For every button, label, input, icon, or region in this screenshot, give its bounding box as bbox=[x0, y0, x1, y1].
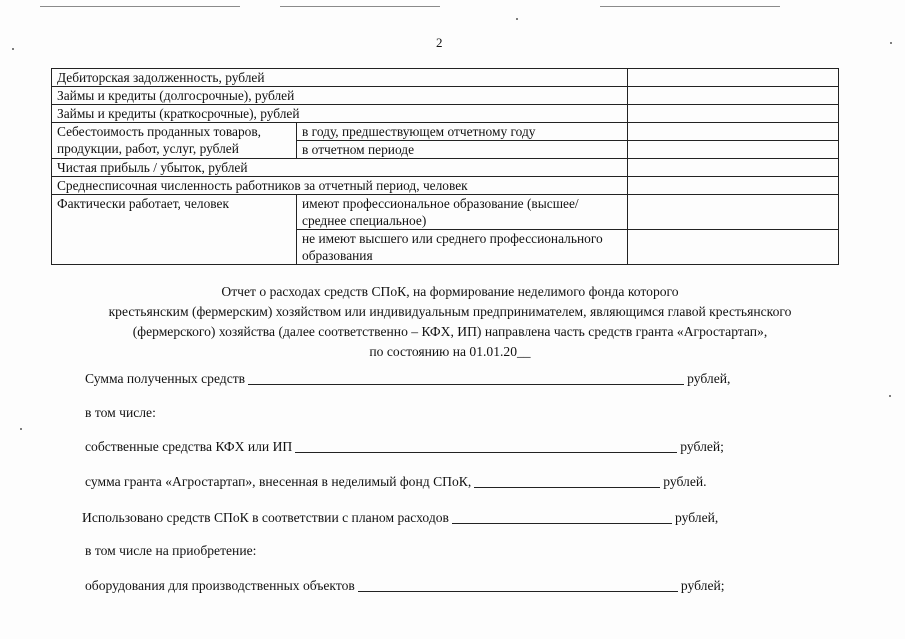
value-cell bbox=[628, 177, 839, 195]
scan-edge-line bbox=[280, 6, 440, 7]
equipment-field[interactable] bbox=[358, 577, 678, 592]
row-label: Чистая прибыль / убыток, рублей bbox=[52, 159, 628, 177]
sub-label: в году, предшествующем отчетному году bbox=[297, 123, 628, 141]
grant-field[interactable] bbox=[474, 473, 660, 488]
scan-speck bbox=[889, 395, 891, 397]
group-label: Себестоимость проданных товаров, продукции, работ, услуг, рублей bbox=[52, 123, 297, 159]
table-row bbox=[52, 177, 839, 195]
group-label: Фактически работает, человек bbox=[52, 195, 297, 265]
equipment-unit: рублей; bbox=[680, 578, 725, 593]
title-line: по состоянию на 01.01.20__ bbox=[369, 344, 531, 359]
financial-table bbox=[51, 68, 839, 265]
used-field[interactable] bbox=[452, 509, 672, 524]
grant-line bbox=[85, 473, 707, 490]
sub-label: имеют профессиональное образование (высшее/среднее специальное) bbox=[297, 195, 628, 230]
scan-speck bbox=[12, 48, 14, 50]
row-label: Среднесписочная численность работников за отчетный период, человек bbox=[52, 177, 628, 195]
scan-speck bbox=[20, 428, 22, 430]
received-field[interactable] bbox=[248, 370, 684, 385]
table-row bbox=[52, 159, 839, 177]
purchase-label: в том числе на приобретение: bbox=[85, 543, 257, 558]
value-cell bbox=[628, 159, 839, 177]
scan-edge-line bbox=[600, 6, 780, 7]
value-cell bbox=[628, 230, 839, 265]
scan-edge-line bbox=[40, 6, 240, 7]
own-funds-label: собственные средства КФХ или ИП bbox=[85, 439, 293, 454]
equipment-line bbox=[85, 577, 725, 594]
sub-label: не имеют высшего или среднего профессионального образования bbox=[297, 230, 628, 265]
row-label: Займы и кредиты (краткосрочные), рублей bbox=[52, 105, 628, 123]
own-funds-unit: рублей; bbox=[680, 439, 724, 454]
row-label: Займы и кредиты (долгосрочные), рублей bbox=[52, 87, 628, 105]
report-title bbox=[40, 282, 860, 362]
received-label: Сумма полученных средств bbox=[85, 371, 246, 386]
used-unit: рублей, bbox=[674, 510, 719, 525]
title-line: (фермерского) хозяйства (далее соответственно – КФХ, ИП) направлена часть средств гранта «Агростартап», bbox=[132, 324, 768, 339]
page-number: 2 bbox=[436, 35, 443, 50]
purchase-line bbox=[85, 543, 256, 559]
equipment-label: оборудования для производственных объектов bbox=[85, 578, 355, 593]
incl-label: в том числе: bbox=[85, 405, 156, 420]
table-row bbox=[52, 69, 839, 87]
grant-label: сумма гранта «Агростартап», внесенная в неделимый фонд СПоК, bbox=[85, 474, 472, 489]
table-row bbox=[52, 195, 839, 230]
own-funds-field[interactable] bbox=[295, 438, 677, 453]
value-cell bbox=[628, 123, 839, 141]
value-cell bbox=[628, 141, 839, 159]
received-unit: рублей, bbox=[687, 371, 731, 386]
value-cell bbox=[628, 195, 839, 230]
used-line bbox=[82, 509, 718, 526]
used-label: Использовано средств СПоК в соответствии с планом расходов bbox=[82, 510, 449, 525]
title-line: крестьянским (фермерским) хозяйством или индивидуальным предпринимателем, являющимся главой крестьянского bbox=[108, 304, 792, 319]
table-row bbox=[52, 123, 839, 141]
incl-line bbox=[85, 405, 156, 421]
scan-speck bbox=[516, 18, 518, 20]
title-line: Отчет о расходах средств СПоК, на формирование неделимого фонда которого bbox=[221, 284, 679, 299]
value-cell bbox=[628, 105, 839, 123]
table-row bbox=[52, 87, 839, 105]
value-cell bbox=[628, 69, 839, 87]
sub-label: в отчетном периоде bbox=[297, 141, 628, 159]
scan-speck bbox=[890, 42, 892, 44]
grant-unit: рублей. bbox=[663, 474, 707, 489]
own-funds-line bbox=[85, 438, 724, 455]
value-cell bbox=[628, 87, 839, 105]
table-row bbox=[52, 105, 839, 123]
row-label: Дебиторская задолженность, рублей bbox=[52, 69, 628, 87]
received-line bbox=[85, 370, 730, 387]
